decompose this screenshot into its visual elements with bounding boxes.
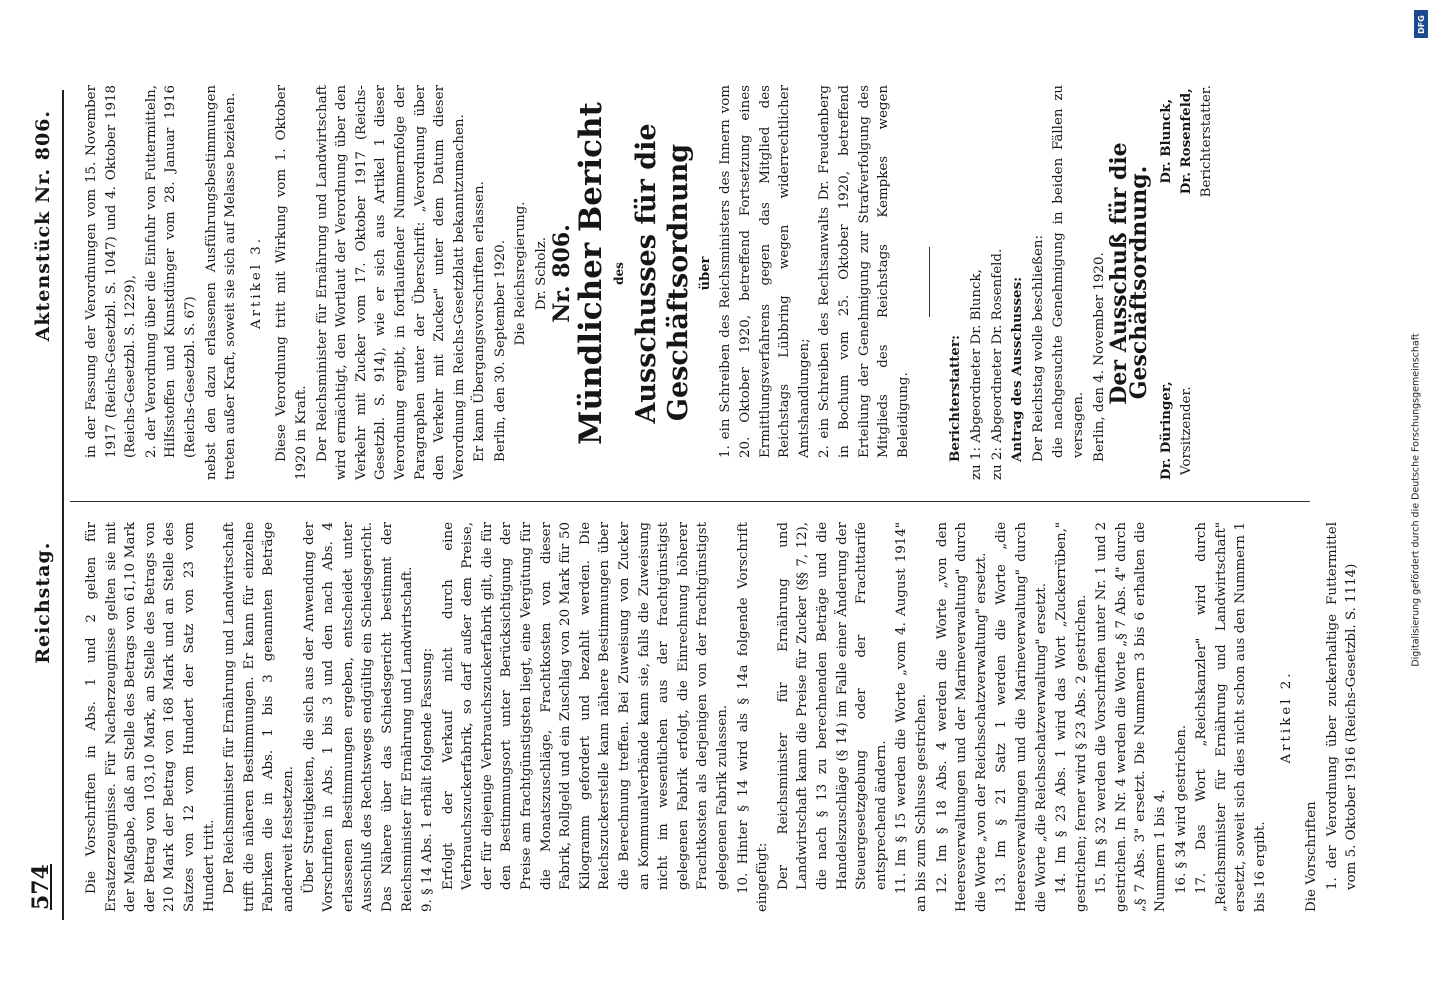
subject-1: 1. ein Schreiben des Reichsministers des Innern vom 20. Oktober 1920, betreffend Fortsetzung eines Ermittlungsverfahrens gegen das Mitglied des Reichstags Lübbring wegen widerrechtlicher Amtshandlungen; (718, 85, 812, 458)
left-column (82, 522, 1363, 912)
reporter-role: Berichterstatter. (1198, 85, 1214, 198)
reporters-heading: Berichterstatter: (947, 335, 964, 462)
digitization-note (1398, 12, 1434, 988)
item-10-text: Der Reichsminister für Ernährung und Landwirtschaft kann die Preise für Zucker (§§ 7, 12), die nach § 13 zu berechnenden Beträge und die Handelszuschläge (§ 14) im Falle einer Änderung der Steuergesetzgebung oder der Frachttarife entsprechend ändern. (775, 522, 889, 890)
committee-signature-title: Der Ausschuß für die Geschäftsordnung. (1106, 142, 1152, 405)
page-number: 574 (28, 864, 54, 910)
date-line: Berlin, den 4. November 1920. (1091, 252, 1107, 462)
reporter-line: zu 2: Abgeordneter Dr. Rosenfeld. (989, 248, 1005, 480)
article-2-heading: Artikel 2. (1278, 670, 1294, 764)
header-left-title: Reichstag. (32, 541, 54, 664)
chair-signature (1157, 381, 1216, 480)
article-2-intro: Die Vorschriften (1304, 801, 1320, 912)
item-10-intro: 10. Hinter § 14 wird als § 14a folgende Vorschrift eingefügt: (735, 522, 771, 912)
signatory: Die Reichsregierung. (513, 201, 529, 346)
continued-item-2: 2. der Verordnung über die Einfuhr von Futtermitteln, Hilfsstoffen und Kunstdünger vom 28. Januar 1916 (Reichs-Gesetzbl. S. 67) (143, 85, 198, 458)
list-item: 13. Im § 21 Satz 1 werden die Worte „die Heeresverwaltungen und die Marineverwaltung" durch die Worte „die Reichsschatzverwaltung" ersetzt. (994, 522, 1049, 912)
rotated-document-page (0, 50, 1360, 950)
list-item: 14. Im § 23 Abs. 1 wird das Wort „Zuckerrüben," gestrichen; ferner wird § 23 Abs. 2 gestrichen. (1054, 522, 1089, 912)
list-item: 17. Das Wort „Reichskanzler" wird durch „Reichsminister für Ernährung und Landwirtschaft" ersetzt, soweit sich dies nicht schon aus den Nummern 1 bis 16 ergibt. (1194, 522, 1269, 912)
report-title: Mündlicher Bericht (573, 102, 610, 445)
chair-role: Vorsitzender. (1178, 386, 1194, 476)
column-divider (70, 501, 1310, 502)
continued-tail: nebst den dazu erlassenen Ausführungsbestimmungen treten außer Kraft, soweit sie sich auf Melasse beziehen. (203, 85, 239, 480)
section-divider (929, 248, 930, 318)
header-right-title: Aktenstück Nr. 806. (32, 110, 54, 342)
document-number: Nr. 806. (548, 224, 575, 323)
paragraph: Er kann Übergangsvorschriften erlassen. (472, 181, 488, 462)
title-connector: des (612, 262, 627, 285)
paragraph: Der Reichsminister für Ernährung und Landwirtschaft trifft die näheren Bestimmungen. Er kann für einzelne Fabriken die in Abs. 1 bis 3 genannten Beträge anderweit festsetzen. (222, 522, 296, 912)
paragraph: Über Streitigkeiten, die sich aus der Anwendung der Vorschriften in Abs. 1 bis 3 und den nach Abs. 4 erlassenen Bestimmungen ergeben, entscheidet unter Ausschluß des Rechtswegs endgültig ein Schiedsgericht. Das Nähere über das Schiedsgericht bestimmt der Reichsminister für Ernährung und Landwirtschaft. (301, 522, 415, 912)
page-header (8, 110, 54, 910)
motion-text: Der Reichstag wolle beschließen: (1030, 234, 1046, 462)
list-item: 12. Im § 18 Abs. 4 werden die Worte „von den Heeresverwaltungen und der Marineverwaltung" durch die Worte „von der Reichsschatzverwaltung" ersetzt. (934, 522, 989, 912)
paragraph: Der Reichsminister für Ernährung und Landwirtschaft wird ermächtigt, den Wortlaut der Verordnung über den Verkehr mit Zucker vom 17. Oktober 1917 (Reichs-Gesetzbl. S. 914), wie er sich aus Artikel 1 dieser Verordnung ergibt, in fortlaufender Nummernfolge der Paragraphen unter der Überschrift: „Verordnung über den Verkehr mit Zucker" unter dem Datum dieser Verordnung im Reichs-Gesetzblatt bekanntzumachen. (314, 85, 467, 480)
reporters-signature (1157, 85, 1216, 197)
paragraph: Diese Verordnung tritt mit Wirkung vom 1. Oktober 1920 in Kraft. (274, 85, 309, 480)
motion-text: die nachgesuchte Genehmigung in beiden Fällen zu versagen. (1051, 85, 1086, 458)
reporter-line: zu 1: Abgeordneter Dr. Blunck, (968, 269, 984, 480)
date-line: Berlin, den 30. September 1920. (492, 240, 508, 462)
dfg-logo: DFG (1414, 10, 1428, 38)
continued-item-1: in der Fassung der Verordnungen vom 15. November 1917 (Reichs-Gesetzbl. S. 1047) und 4. Oktober 1918 (Reichs-Gesetzbl. S. 1229), (84, 85, 139, 458)
list-item: 16. § 34 wird gestrichen. (1173, 724, 1189, 894)
list-item: 11. Im § 15 werden die Worte „vom 4. August 1914" an bis zum Schlusse gestrichen. (894, 522, 929, 912)
subject-2: 2. ein Schreiben des Rechtsanwalts Dr. Freudenberg in Bochum vom 25. Oktober 1920, betreffend Erteilung der Genehmigung zur Strafverfolgung des Mitglieds des Reichstags Kempkes wegen Beleidigung. (817, 85, 911, 458)
reporter-name: Dr. Blunck, (1158, 98, 1175, 184)
motion-heading: Antrag des Ausschusses: (1009, 276, 1026, 462)
signature-row (1157, 85, 1216, 480)
item-9-text: Erfolgt der Verkauf nicht durch eine Verbrauchszuckerfabrik, so darf außer dem Preise, der für diejenige Verbrauchszuckerfabrik gilt, die für den Bestimmungsort unter Berücksichtigung der Preise am frachtgünstigsten liegt, eine Vergütung für die Monatszuschläge, Frachtkosten von dieser Fabrik, Rollgeld und ein Zuschlag von 20 Mark für 50 Kilogramm gefordert und bezahlt werden. Die Reichszuckerstelle kann nähere Bestimmungen über die Berechnung treffen. Bei Zuweisung von Zucker an Kommunalverbände kann sie, falls die Zuweisung nicht im wesentlichen aus der frachtgünstigst gelegenen Fabrik erfolgt, die Einrechnung höherer Frachtkosten als derjenigen von der frachtgünstigst gelegenen Fabrik zulassen. (440, 522, 730, 890)
digitization-note-text: Digitalisierung gefördert durch die Deutsche Forschungsgemeinschaft (1410, 333, 1422, 667)
header-rule (62, 90, 64, 920)
right-column (82, 85, 1216, 480)
article-2-item-1: 1. der Verordnung über zuckerhaltige Futtermittel vom 5. Oktober 1916 (Reichs-Gesetzbl. S. 1114) (1324, 522, 1360, 890)
committee-title: Ausschusses für die Geschäftsordnung (630, 123, 694, 424)
reporter-name: Dr. Rosenfeld, (1177, 88, 1194, 195)
item-9-intro: 9. § 14 Abs. 1 erhält folgende Fassung: (420, 647, 436, 912)
paragraph: Die Vorschriften in Abs. 1 und 2 gelten für Ersatzerzeugnisse. Für Nacherzeugnisse gelten sie mit der Maßgabe, daß an Stelle des Betrags von 61,10 Mark der Betrag von 103,10 Mark, an Stelle des Betrags von 210 Mark der Betrag von 168 Mark und an Stelle des Satzes von 12 vom Hundert der Satz von 23 vom Hundert tritt. (84, 522, 217, 912)
signatory-name: Dr. Scholz. (534, 236, 550, 311)
list-item: 15. Im § 32 werden die Vorschriften unter Nr. 1 und 2 gestrichen. In Nr. 4 werden die Worte „§ 7 Abs. 4" durch „§ 7 Abs. 3" ersetzt. Die Nummern 3 bis 6 erhalten die Nummern 1 bis 4. (1094, 522, 1169, 912)
title-connector: über (697, 256, 713, 291)
article-3-heading: Artikel 3. (248, 235, 264, 330)
chair-name: Dr. Düringer, (1158, 381, 1175, 480)
